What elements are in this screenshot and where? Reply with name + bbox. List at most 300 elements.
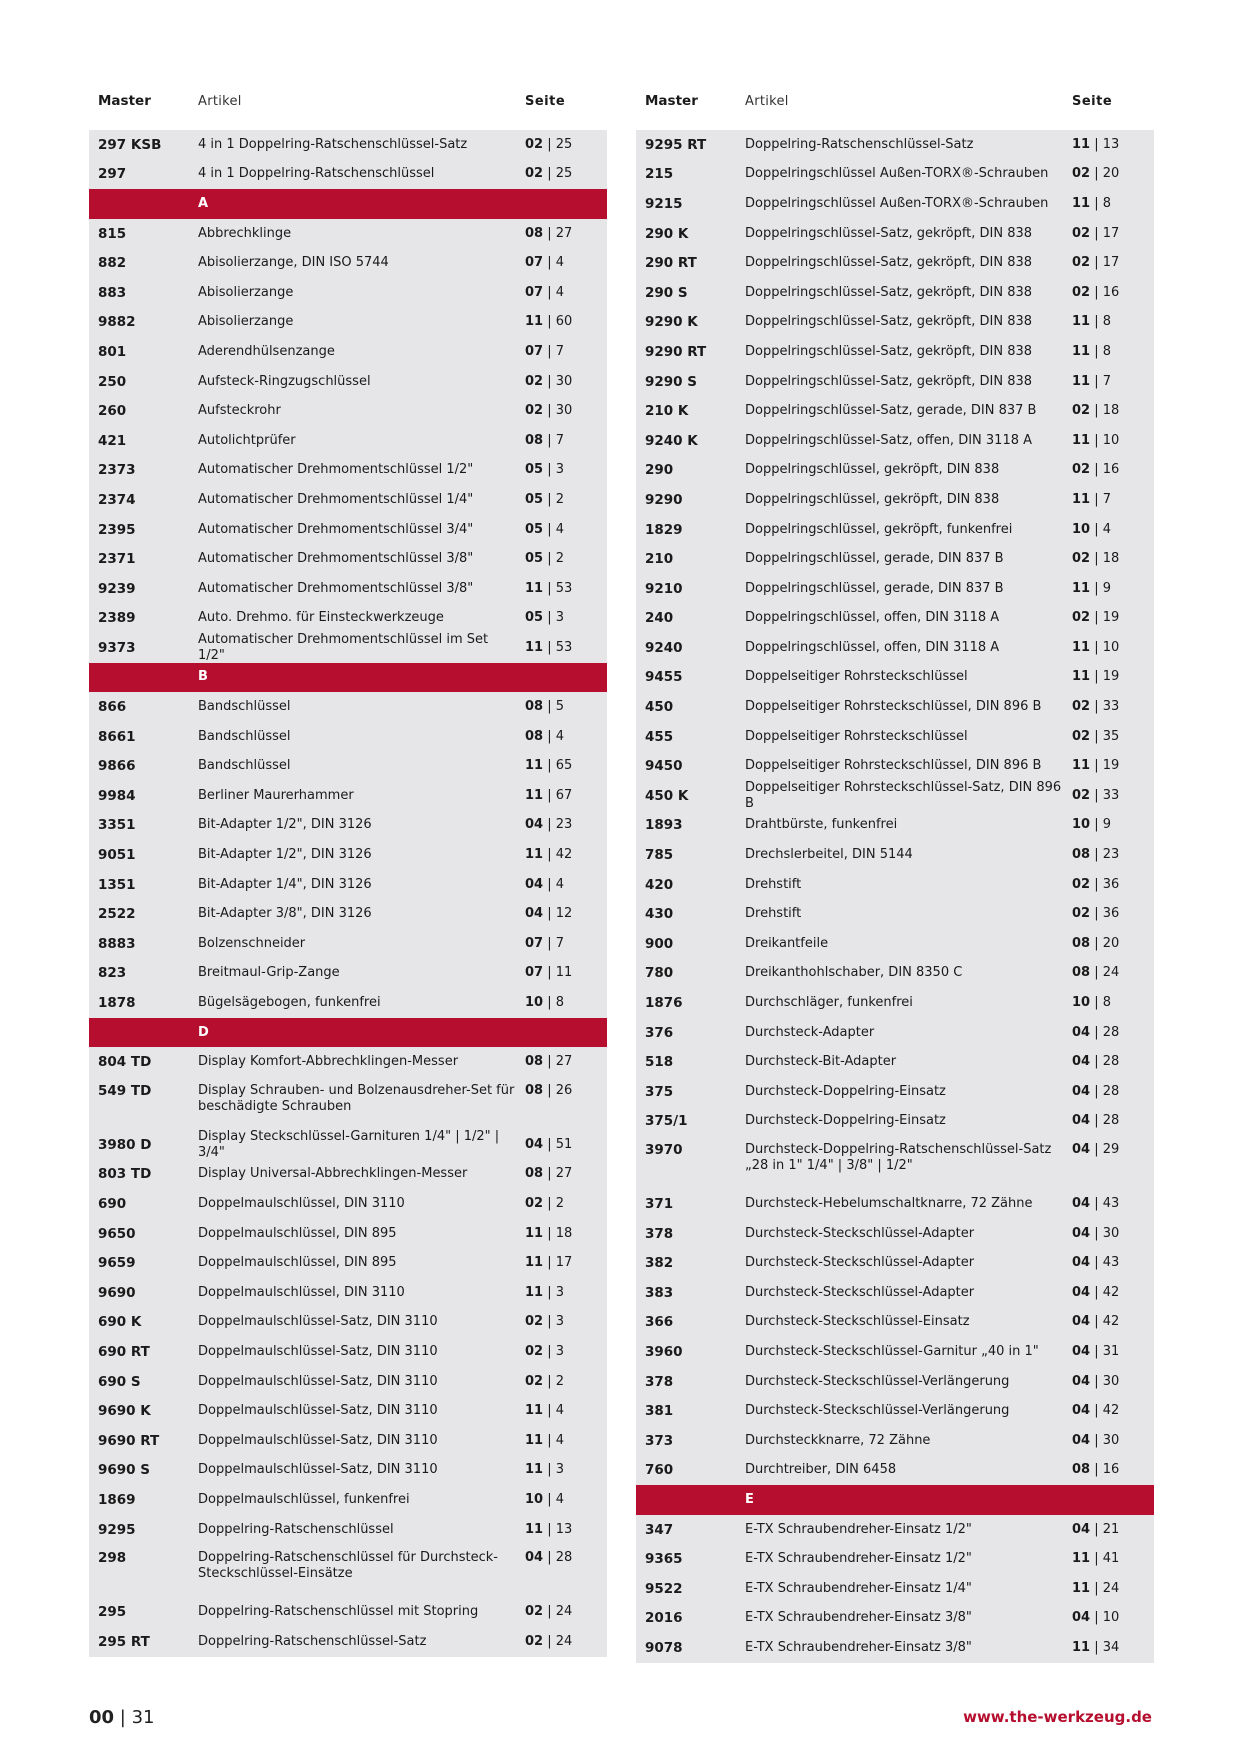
header-seite: Seite	[1072, 93, 1113, 109]
master-number: 9295	[98, 1521, 136, 1538]
article-name: Durchsteck-Hebelumschaltknarre, 72 Zähne	[745, 1195, 1033, 1211]
article-name: Doppelringschlüssel-Satz, gekröpft, DIN 838	[745, 343, 1033, 359]
chapter-ref: 04	[1072, 1403, 1091, 1419]
table-row	[89, 1189, 607, 1219]
page-ref[interactable]: 02 | 19	[1072, 610, 1120, 626]
page-ref[interactable]: 08 | 27	[525, 1166, 573, 1182]
article-name: Bandschlüssel	[198, 758, 291, 774]
page-ref[interactable]: 02 | 25	[525, 166, 573, 182]
article-name: Abisolierzange	[198, 284, 294, 300]
page-num: 43	[1102, 1255, 1120, 1271]
page-ref[interactable]: 02 | 36	[1072, 876, 1120, 892]
master-number: 2389	[98, 610, 136, 627]
master-number: 785	[645, 847, 674, 864]
chapter-ref: 10	[1072, 521, 1091, 537]
article-name: E-TX Schraubendreher-Einsatz 1/2"	[745, 1521, 972, 1537]
article-name: Automatischer Drehmomentschlüssel 1/4"	[198, 491, 474, 507]
page-ref[interactable]: 10 | 8	[1072, 995, 1112, 1011]
page-ref[interactable]: 02 | 24	[525, 1604, 573, 1620]
page-ref[interactable]: 04 | 30	[1072, 1373, 1120, 1389]
table-row	[636, 899, 1154, 929]
page-number-value: 31	[131, 1707, 155, 1728]
page-ref[interactable]: 11 | 3	[525, 1462, 565, 1478]
table-row	[636, 840, 1154, 870]
page-ref[interactable]: 02 | 33	[1072, 699, 1120, 715]
page-num: 7	[1102, 373, 1112, 389]
page-ref[interactable]: 11 | 13	[525, 1521, 573, 1537]
master-number: 9690 K	[98, 1403, 151, 1420]
page-num: 42	[1102, 1314, 1120, 1330]
article-name: Doppelringschlüssel-Satz, offen, DIN 3118 A	[745, 432, 1033, 448]
chapter-ref: 11	[1072, 373, 1091, 389]
page-ref[interactable]: 11 | 8	[1072, 343, 1112, 359]
page-num: 30	[1102, 1373, 1120, 1389]
left-column	[89, 86, 607, 1657]
page-ref[interactable]: 11 | 4	[525, 1403, 565, 1419]
page-ref[interactable]: 08 | 5	[525, 699, 565, 715]
page-ref[interactable]: 04 | 29	[1072, 1142, 1120, 1158]
page-ref[interactable]: 11 | 34	[1072, 1639, 1120, 1655]
chapter-ref: 02	[1072, 166, 1091, 182]
chapter-ref: 04	[525, 817, 544, 833]
page-num: 16	[1102, 284, 1120, 300]
article-name: Durchsteck-Steckschlüssel-Verlängerung	[745, 1403, 1010, 1419]
table-row	[636, 1219, 1154, 1249]
page-ref[interactable]: 04 | 28	[1072, 1024, 1120, 1040]
page-ref[interactable]: 08 | 4	[525, 728, 565, 744]
master-number: 290 RT	[645, 255, 697, 272]
page-ref[interactable]: 11 | 19	[1072, 758, 1120, 774]
chapter-ref: 08	[1072, 1462, 1091, 1478]
page-ref[interactable]: 07 | 4	[525, 255, 565, 271]
table-row	[636, 1189, 1154, 1219]
page-ref[interactable]: 02 | 35	[1072, 728, 1120, 744]
table-row	[636, 811, 1154, 841]
page-ref[interactable]: 02 | 30	[525, 373, 573, 389]
page-ref[interactable]: 04 | 28	[1072, 1113, 1120, 1129]
page-ref[interactable]: 11 | 4	[525, 1432, 565, 1448]
master-number: 9690 S	[98, 1462, 150, 1479]
page-ref[interactable]: 07 | 4	[525, 284, 565, 300]
page-ref[interactable]: 11 | 8	[1072, 314, 1112, 330]
page-num: 2	[555, 551, 565, 567]
page-ref[interactable]: 11 | 7	[1072, 491, 1112, 507]
page-ref[interactable]: 02 | 16	[1072, 284, 1120, 300]
chapter-ref: 07	[525, 255, 544, 271]
page-num: 21	[1102, 1521, 1120, 1537]
chapter-ref: 04	[1072, 1314, 1091, 1330]
page-ref[interactable]: 07 | 7	[525, 343, 565, 359]
table-row	[636, 1018, 1154, 1048]
table-row	[636, 515, 1154, 545]
page-ref[interactable]: 04 | 12	[525, 906, 573, 922]
article-name: Autolichtprüfer	[198, 432, 296, 448]
page-ref[interactable]: 02 | 17	[1072, 255, 1120, 271]
page-ref[interactable]: 11 | 10	[1072, 639, 1120, 655]
master-number: 823	[98, 965, 127, 982]
page-num: 17	[1102, 225, 1120, 241]
article-name: 4 in 1 Doppelring-Ratschenschlüssel-Satz	[198, 136, 468, 152]
page-num: 4	[555, 255, 565, 271]
article-name: Drehstift	[745, 906, 802, 922]
master-number: 378	[645, 1373, 674, 1390]
page-num: 3	[555, 1314, 565, 1330]
article-name: Doppelring-Ratschenschlüssel-Satz	[198, 1633, 427, 1649]
chapter-ref: 08	[525, 1083, 544, 1098]
page-ref[interactable]: 04 | 4	[525, 876, 565, 892]
master-number: 9215	[645, 195, 683, 212]
page-ref[interactable]: 02 | 20	[1072, 166, 1120, 182]
page-num: 7	[555, 935, 565, 951]
page-num: 5	[555, 699, 565, 715]
page-ref[interactable]: 11 | 41	[1072, 1551, 1120, 1567]
master-number: 295 RT	[98, 1633, 150, 1650]
right-column	[636, 86, 1154, 1663]
master-number: 378	[645, 1225, 674, 1242]
article-name: Doppelmaulschlüssel-Satz, DIN 3110	[198, 1314, 438, 1330]
page-ref[interactable]: 11 | 18	[525, 1225, 573, 1241]
page-num: 3	[555, 610, 565, 626]
table-row	[89, 308, 607, 338]
table-row	[89, 1515, 607, 1545]
page-num: 4	[555, 876, 565, 892]
page-num: 8	[1102, 195, 1112, 211]
page-ref[interactable]: 11 | 8	[1072, 195, 1112, 211]
page-ref[interactable]: 04 | 28	[525, 1550, 573, 1566]
page-ref[interactable]: 02 | 2	[525, 1195, 565, 1211]
page-ref[interactable]: 02 | 3	[525, 1343, 565, 1359]
page-ref[interactable]: 04 | 10	[1072, 1610, 1120, 1626]
article-name: E-TX Schraubendreher-Einsatz 1/2"	[745, 1551, 972, 1567]
table-row	[89, 899, 607, 929]
chapter-ref: 11	[1072, 491, 1091, 507]
page-ref[interactable]: 02 | 33	[1072, 787, 1120, 803]
master-number: 900	[645, 935, 674, 952]
article-name: Doppelmaulschlüssel, DIN 895	[198, 1225, 397, 1241]
chapter-ref: 04	[1072, 1432, 1091, 1448]
page-num: 4	[555, 1491, 565, 1507]
table-row	[89, 1485, 607, 1515]
page-num: 30	[1102, 1225, 1120, 1241]
page-num: 29	[1102, 1142, 1120, 1158]
table-row	[636, 959, 1154, 989]
chapter-ref: 11	[1072, 136, 1091, 152]
chapter-ref: 04	[1072, 1054, 1091, 1070]
chapter-ref: 08	[525, 432, 544, 448]
page-num: 4	[555, 1432, 565, 1448]
page-num: 8	[1102, 343, 1112, 359]
page-ref[interactable]: 11 | 24	[1072, 1580, 1120, 1596]
chapter-ref: 02	[525, 1314, 544, 1330]
table-row	[636, 929, 1154, 959]
table-row	[89, 515, 607, 545]
article-name: Doppelmaulschlüssel-Satz, DIN 3110	[198, 1403, 438, 1419]
master-number: 9882	[98, 314, 136, 331]
chapter-ref: 11	[525, 758, 544, 774]
page-ref[interactable]: 11 | 67	[525, 787, 573, 803]
page-ref[interactable]: 02 | 36	[1072, 906, 1120, 922]
page-num: 25	[555, 166, 573, 182]
table-row	[636, 130, 1154, 160]
table-row	[89, 456, 607, 486]
article-name: Doppelringschlüssel, gekröpft, DIN 838	[745, 491, 1000, 507]
table-row	[89, 751, 607, 781]
page-ref[interactable]: 08 | 26	[525, 1083, 573, 1098]
page-num: 2	[555, 491, 565, 507]
article-name: Durchsteck-Steckschlüssel-Adapter	[745, 1284, 975, 1300]
page-ref[interactable]: 11 | 3	[525, 1284, 565, 1300]
page-num: 53	[555, 580, 573, 596]
article-name: Doppelmaulschlüssel-Satz, DIN 3110	[198, 1373, 438, 1389]
article-name: Doppelringschlüssel, gekröpft, funkenfrei	[745, 521, 1013, 537]
table-row	[89, 1278, 607, 1308]
page-ref[interactable]: 08 | 7	[525, 432, 565, 448]
page-ref[interactable]: 04 | 21	[1072, 1521, 1120, 1537]
chapter-ref: 04	[525, 906, 544, 922]
header-master: Master	[645, 93, 698, 109]
master-number: 1829	[645, 521, 683, 538]
master-number: 1869	[98, 1491, 136, 1508]
page-num: 28	[1102, 1054, 1120, 1070]
chapter-ref: 08	[525, 225, 544, 241]
master-number: 9455	[645, 669, 683, 686]
page-num: 30	[1102, 1432, 1120, 1448]
page-num: 17	[555, 1255, 573, 1271]
chapter-ref: 05	[525, 491, 544, 507]
chapter-ref: 04	[1072, 1142, 1091, 1158]
page-ref[interactable]: 02 | 30	[525, 403, 573, 419]
master-number: 3970	[645, 1142, 683, 1159]
page-num: 8	[555, 995, 565, 1011]
page-ref[interactable]: 04 | 43	[1072, 1195, 1120, 1211]
article-name: Durchsteck-Doppelring-Einsatz	[745, 1083, 946, 1099]
page-num: 2	[555, 1373, 565, 1389]
page-ref[interactable]: 08 | 27	[525, 225, 573, 241]
table-row	[636, 1633, 1154, 1663]
table-row	[89, 1160, 607, 1190]
page-ref[interactable]: 02 | 2	[525, 1373, 565, 1389]
chapter-ref: 11	[525, 1432, 544, 1448]
table-row	[636, 1574, 1154, 1604]
page-ref[interactable]: 04 | 42	[1072, 1403, 1120, 1419]
master-number: 9984	[98, 787, 136, 804]
chapter-ref: 11	[525, 1255, 544, 1271]
page-num: 16	[1102, 462, 1120, 478]
page-ref[interactable]: 11 | 13	[1072, 136, 1120, 152]
page-ref[interactable]: 04 | 43	[1072, 1255, 1120, 1271]
section-letter: D	[198, 1024, 209, 1040]
article-name: Doppelring-Ratschenschlüssel für Durchsteck-Steckschlüssel-Einsätze	[198, 1550, 498, 1582]
page-ref[interactable]: 10 | 4	[1072, 521, 1112, 537]
page-num: 36	[1102, 906, 1120, 922]
article-name: Abisolierzange, DIN ISO 5744	[198, 255, 389, 271]
page-ref[interactable]: 04 | 31	[1072, 1343, 1120, 1359]
page-num: 24	[555, 1633, 573, 1649]
page-num: 30	[555, 373, 573, 389]
master-number: 2016	[645, 1610, 683, 1627]
page-ref[interactable]: 08 | 24	[1072, 965, 1120, 981]
page-num: 23	[1102, 847, 1120, 863]
article-name: Durchsteck-Steckschlüssel-Adapter	[745, 1225, 975, 1241]
page-ref[interactable]: 05 | 3	[525, 610, 565, 626]
page-ref[interactable]: 04 | 51	[525, 1136, 573, 1152]
chapter-ref: 04	[525, 876, 544, 892]
table-row	[89, 574, 607, 604]
master-number: 375/1	[645, 1113, 688, 1130]
page-num: 18	[1102, 551, 1120, 567]
master-number: 240	[645, 610, 674, 627]
table-row	[89, 426, 607, 456]
page-ref[interactable]: 11 | 53	[525, 639, 573, 655]
master-number: 383	[645, 1284, 674, 1301]
article-name: Doppelseitiger Rohrsteckschlüssel, DIN 896 B	[745, 758, 1042, 774]
page-num: 28	[1102, 1083, 1120, 1099]
page-ref[interactable]: 05 | 3	[525, 462, 565, 478]
page-ref[interactable]: 10 | 4	[525, 1491, 565, 1507]
master-number: 9365	[645, 1551, 683, 1568]
chapter-ref: 07	[525, 935, 544, 951]
article-name: Doppelseitiger Rohrsteckschlüssel-Satz, DIN 896 B	[745, 779, 1062, 811]
page-ref[interactable]: 11 | 42	[525, 847, 573, 863]
master-number: 9078	[645, 1639, 683, 1656]
page-ref[interactable]: 08 | 16	[1072, 1462, 1120, 1478]
master-number: 9866	[98, 758, 136, 775]
master-number: 9240 K	[645, 432, 698, 449]
page-num: 4	[555, 1403, 565, 1419]
page-ref[interactable]: 04 | 28	[1072, 1083, 1120, 1099]
table-row	[636, 1515, 1154, 1545]
page-ref[interactable]: 11 | 10	[1072, 432, 1120, 448]
page-ref[interactable]: 05 | 2	[525, 551, 565, 567]
master-number: 9290 RT	[645, 343, 707, 360]
header-artikel: Artikel	[198, 93, 242, 109]
table-row	[89, 1308, 607, 1338]
article-name: Display Steckschlüssel-Garnituren 1/4" | 1/2" | 3/4"	[198, 1128, 500, 1160]
page-ref[interactable]: 11 | 53	[525, 580, 573, 596]
chapter-ref: 11	[525, 1521, 544, 1537]
page-ref[interactable]: 02 | 24	[525, 1633, 573, 1649]
master-number: 803 TD	[98, 1166, 152, 1183]
page-ref[interactable]: 04 | 42	[1072, 1284, 1120, 1300]
chapter-ref: 11	[525, 1462, 544, 1478]
article-name: E-TX Schraubendreher-Einsatz 3/8"	[745, 1639, 972, 1655]
table-header	[636, 86, 1154, 116]
article-name: Bandschlüssel	[198, 728, 291, 744]
master-number: 3980 D	[98, 1136, 152, 1153]
page-num: 26	[555, 1083, 573, 1098]
table-row	[89, 1456, 607, 1486]
page-num: 27	[555, 1166, 573, 1182]
page-ref[interactable]: 10 | 8	[525, 995, 565, 1011]
article-name: Automatischer Drehmomentschlüssel 3/8"	[198, 551, 474, 567]
chapter-ref: 11	[1072, 1580, 1091, 1596]
page-ref[interactable]: 07 | 11	[525, 965, 573, 981]
chapter-ref: 08	[525, 1166, 544, 1182]
page-ref[interactable]: 08 | 27	[525, 1054, 573, 1070]
page-num: 3	[555, 1462, 565, 1478]
section-header	[89, 663, 607, 693]
page-ref[interactable]: 04 | 42	[1072, 1314, 1120, 1330]
article-name: Doppelring-Ratschenschlüssel mit Stopring	[198, 1604, 479, 1620]
page-num: 42	[555, 847, 573, 863]
section-header	[89, 1018, 607, 1048]
chapter-ref: 05	[525, 551, 544, 567]
table-row	[636, 456, 1154, 486]
page-ref[interactable]: 11 | 60	[525, 314, 573, 330]
page-ref[interactable]: 11 | 19	[1072, 669, 1120, 685]
page-num: 60	[555, 314, 573, 330]
table-row	[89, 604, 607, 634]
chapter-ref: 10	[525, 995, 544, 1011]
master-number: 290	[645, 462, 674, 479]
page-num: 8	[1102, 314, 1112, 330]
page-ref[interactable]: 02 | 17	[1072, 225, 1120, 241]
chapter-ref: 02	[1072, 551, 1091, 567]
table-row	[89, 1396, 607, 1426]
page-ref[interactable]: 10 | 9	[1072, 817, 1112, 833]
article-name: Automatischer Drehmomentschlüssel 3/4"	[198, 521, 474, 537]
page-ref[interactable]: 04 | 30	[1072, 1225, 1120, 1241]
chapter-ref: 11	[1072, 639, 1091, 655]
chapter-ref: 04	[1072, 1225, 1091, 1241]
chapter-ref: 04	[1072, 1024, 1091, 1040]
table-row	[636, 1544, 1154, 1574]
table-row	[636, 1248, 1154, 1278]
chapter-ref: 10	[1072, 995, 1091, 1011]
master-number: 298	[98, 1550, 127, 1567]
article-name: Durchsteck-Steckschlüssel-Einsatz	[745, 1314, 970, 1330]
page-ref[interactable]: 02 | 18	[1072, 403, 1120, 419]
master-number: 381	[645, 1403, 674, 1420]
table-row	[89, 722, 607, 752]
table-row	[89, 278, 607, 308]
chapter-ref: 02	[525, 403, 544, 419]
chapter-ref: 11	[1072, 580, 1091, 596]
master-number: 866	[98, 699, 127, 716]
page-ref[interactable]: 02 | 18	[1072, 551, 1120, 567]
master-number: 9239	[98, 580, 136, 597]
page-ref[interactable]: 11 | 7	[1072, 373, 1112, 389]
table-row	[636, 692, 1154, 722]
page-ref[interactable]: 05 | 4	[525, 521, 565, 537]
page-ref[interactable]: 02 | 25	[525, 136, 573, 152]
table-row	[636, 988, 1154, 1018]
page-ref[interactable]: 05 | 2	[525, 491, 565, 507]
page-ref[interactable]: 04 | 23	[525, 817, 573, 833]
page-num: 33	[1102, 699, 1120, 715]
page-ref[interactable]: 08 | 20	[1072, 935, 1120, 951]
page-ref[interactable]: 02 | 16	[1072, 462, 1120, 478]
website-link[interactable]: www.the-werkzeug.de	[963, 1708, 1152, 1726]
page-number: 00 | 31	[89, 1707, 155, 1728]
page-num: 24	[1102, 1580, 1120, 1596]
article-name: E-TX Schraubendreher-Einsatz 3/8"	[745, 1610, 972, 1626]
chapter-ref: 07	[525, 965, 544, 981]
table-row	[89, 1077, 607, 1130]
page-ref[interactable]: 11 | 65	[525, 758, 573, 774]
page-ref[interactable]: 11 | 17	[525, 1255, 573, 1271]
header-artikel: Artikel	[745, 93, 789, 109]
page-num: 10	[1102, 639, 1120, 655]
chapter-ref: 08	[1072, 935, 1091, 951]
page-num: 27	[555, 225, 573, 241]
page-ref[interactable]: 11 | 9	[1072, 580, 1112, 596]
page-ref[interactable]: 07 | 7	[525, 935, 565, 951]
page-ref[interactable]: 08 | 23	[1072, 847, 1120, 863]
page-ref[interactable]: 02 | 3	[525, 1314, 565, 1330]
page-ref[interactable]: 04 | 28	[1072, 1054, 1120, 1070]
page-ref[interactable]: 04 | 30	[1072, 1432, 1120, 1448]
